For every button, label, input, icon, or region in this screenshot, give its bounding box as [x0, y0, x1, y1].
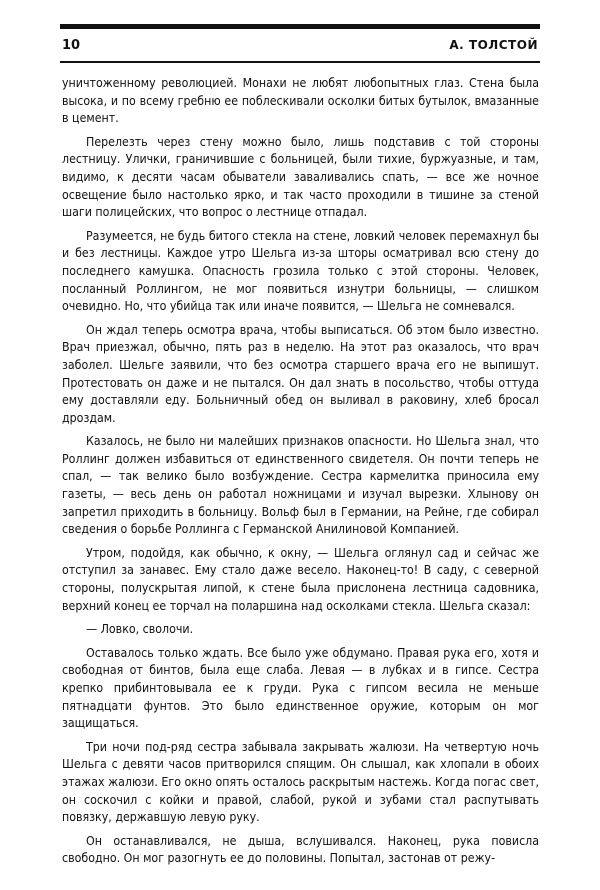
paragraph-dialogue: — Ловко, сволочи.: [86, 622, 194, 637]
paragraph: Оставалось только ждать. Все было уже обдумано. Правая рука его, хотя и свободная от бинтов, была еще слаба. Левая — в лубках и в гипсе. Сестра крепко прибинтовывала ее к груди. Рука с гипсом весила не меньше пятнадцати фунтов. Это было единственное оружие, которым он мог защищаться.: [62, 645, 539, 731]
body-text: [62, 75, 539, 874]
paragraph: Утром, подойдя, как обычно, к окну, — Шельга оглянул сад и сейчас же отступил за занавес. Ему стало даже весело. Наконец-то! В саду, с северной стороны, полускрытая липой, к стене была прислонена лестница садовника, верхний конец ее торчал на поларшина над осколками стекла. Шельга сказал:: [62, 545, 539, 613]
paragraph: уничтоженному революцией. Монахи не любят любопытных глаз. Стена была высока, и по всему гребню ее поблескивали осколки битых бутылок, вмазанные в цемент.: [62, 76, 539, 126]
paragraph: Разумеется, не будь битого стекла на стене, ловкий человек перемахнул бы и без лестницы. Каждое утро Шельга из-за шторы осматривал всю стену до последнего камушка. Опасность грозила только с этой стороны. Человек, посланный Роллингом, не мог появиться изнутри больницы, — слишком очевидно. Но, что убийца так или иначе появится, — Шельга не сомневался.: [62, 228, 539, 314]
paragraph: Казалось, не было ни малейших признаков опасности. Но Шельга знал, что Роллинг должен избавиться от единственного свидетеля. Он почти теперь не спал, — так велико было возбуждение. Сестра кармелитка приносила ему газеты, — весь день он работал ножницами и изучал вырезки. Хлынову он запретил приходить в больницу. Вольф был в Германии, на Рейне, где собирал сведения о борьбе Роллинга с Германской Анилиновой Компанией.: [62, 434, 539, 537]
paragraph: Он останавливался, не дыша, вслушивался. Наконец, рука повисла свободно. Он мог разогнуть ее до половины. Попытал, застонав от режу-: [62, 833, 539, 866]
paragraph: Перелезть через стену можно было, лишь подставив с той стороны лестницу. Улички, граничившие с больницей, были тихие, буржуазные, и там, видимо, к десяти часам обыватели заваливались спать, — все же ночное освещение было настолько ярко, и так часто проходили в тишине за стеной шаги полицейских, что вопрос о лестнице отпадал.: [62, 134, 539, 220]
running-head: А. ТОЛСТОЙ: [449, 38, 538, 52]
paragraph: Он ждал теперь осмотра врача, чтобы выписаться. Об этом было известно. Врач приезжал, обычно, пять раз в неделю. На этот раз оказалось, что врач заболел. Шельге заявили, что без осмотра старшего врача его не выпишут. Протестовать он даже и не пытался. Он дал знать в посольство, чтобы оттуда ему доставляли еду. Больничный обед он выливал в раковину, хлеб бросал дроздам.: [62, 322, 539, 425]
header-rule-thick: [60, 24, 540, 29]
page-number: 10: [62, 38, 81, 53]
paragraph: Три ночи под-ряд сестра забывала закрывать жалюзи. На четвертую ночь Шельга с девяти часов притворился спящим. Он слышал, как хлопали в обоих этажах жалюзи. Его окно опять осталось раскрытым настежь. Когда погас свет, он соскочил с койки и правой, слабой, рукой и зубами стал распутывать повязку, державшую левую руку.: [62, 739, 539, 825]
header-rule-thin: [60, 61, 540, 63]
